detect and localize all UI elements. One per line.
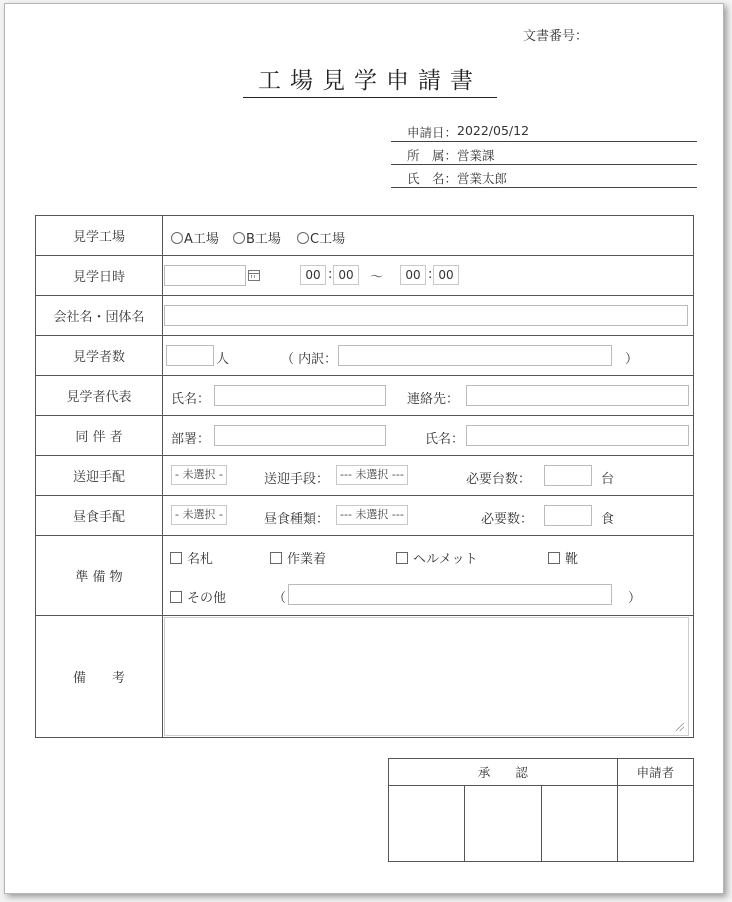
representative-contact-input[interactable] [466, 385, 689, 406]
row-companion [36, 416, 694, 456]
representative-name-label: 氏名： [171, 392, 211, 407]
start-hour-input[interactable]: 00 [300, 265, 326, 285]
company-label: 会社名・団体名 [36, 296, 163, 336]
approval-table [388, 758, 694, 862]
checkbox-icon [170, 552, 182, 564]
name-label: 氏 名： [407, 171, 458, 186]
row-company [36, 296, 694, 336]
companion-name-input[interactable] [466, 425, 689, 446]
department-label: 所 属： [407, 148, 458, 163]
applicant-header: 申請者 [617, 759, 693, 786]
transport-count-input[interactable] [544, 465, 592, 486]
start-minute-input[interactable]: 00 [333, 265, 359, 285]
applicant-stamp-cell [617, 786, 693, 862]
approval-stamp-cell-1 [389, 786, 465, 862]
start-time-separator: : [328, 267, 333, 282]
calendar-icon[interactable] [248, 270, 260, 281]
checkbox-other[interactable]: その他 [170, 587, 226, 606]
companion-name-label: 氏名： [425, 432, 465, 447]
end-minute-input[interactable]: 00 [433, 265, 459, 285]
date-input[interactable] [164, 265, 246, 286]
lunch-count-label: 必要数： [481, 512, 534, 527]
lunch-label: 昼食手配 [36, 496, 163, 536]
transport-select[interactable]: - 未選択 - [171, 465, 227, 485]
checkbox-helmet[interactable]: ヘルメット [396, 548, 478, 567]
remarks-textarea[interactable] [164, 617, 689, 736]
application-date-value: 2022/05/12 [457, 123, 530, 138]
remarks-label: 備 考 [36, 616, 163, 738]
tilde-separator: ～ [370, 270, 384, 285]
row-items [36, 536, 694, 616]
lunch-unit: 食 [601, 512, 615, 527]
department-value: 営業課 [457, 148, 495, 163]
factory-label: 見学工場 [36, 216, 163, 256]
transport-unit: 台 [601, 472, 615, 487]
checkbox-work-clothes[interactable]: 作業着 [270, 548, 326, 567]
companion-dept-label: 部署： [171, 432, 211, 447]
representative-name-input[interactable] [214, 385, 386, 406]
breakdown-label: （ 内訳： [281, 352, 338, 367]
approve-header: 承 認 [389, 759, 618, 786]
approval-stamp-cell-2 [465, 786, 541, 862]
checkbox-icon [270, 552, 282, 564]
application-form-table [35, 215, 694, 738]
items-label: 準 備 物 [36, 536, 163, 616]
end-time-separator: : [428, 267, 433, 282]
row-lunch [36, 496, 694, 536]
row-representative [36, 376, 694, 416]
application-date-label: 申請日： [407, 125, 458, 140]
transport-means-label: 送迎手段： [264, 472, 330, 487]
transport-label: 送迎手配 [36, 456, 163, 496]
lunch-select[interactable]: - 未選択 - [171, 505, 227, 525]
companion-label: 同 伴 者 [36, 416, 163, 456]
radio-icon [171, 232, 183, 244]
checkbox-icon [396, 552, 408, 564]
transport-means-select[interactable]: --- 未選択 --- [336, 465, 408, 485]
row-transport [36, 456, 694, 496]
radio-icon [297, 232, 309, 244]
other-open-paren: （ [273, 591, 287, 606]
lunch-type-select[interactable]: --- 未選択 --- [336, 505, 408, 525]
meta-application-date [391, 121, 697, 142]
lunch-type-label: 昼食種類： [264, 512, 330, 527]
checkbox-icon [170, 591, 182, 603]
row-datetime [36, 256, 694, 296]
representative-label: 見学者代表 [36, 376, 163, 416]
name-value: 営業太郎 [457, 171, 508, 186]
breakdown-close-paren: ） [625, 352, 639, 367]
representative-contact-label: 連絡先： [407, 392, 460, 407]
approval-stamp-cell-3 [541, 786, 617, 862]
row-visitors [36, 336, 694, 376]
radio-icon [233, 232, 245, 244]
other-close-paren: ） [628, 591, 642, 606]
visitor-count-input[interactable] [166, 345, 214, 366]
visitors-unit: 人 [216, 352, 230, 367]
row-remarks [36, 616, 694, 738]
companion-dept-input[interactable] [214, 425, 386, 446]
checkbox-name-tag[interactable]: 名札 [170, 548, 213, 567]
form-paper [4, 3, 724, 894]
checkbox-shoes[interactable]: 靴 [548, 548, 578, 567]
radio-option-a[interactable]: A工場 [171, 228, 219, 247]
meta-department [391, 144, 697, 165]
lunch-count-input[interactable] [544, 505, 592, 526]
transport-count-label: 必要台数： [466, 472, 532, 487]
page-title: 工場見学申請書 [243, 62, 497, 98]
radio-option-c[interactable]: C工場 [297, 228, 345, 247]
radio-option-b[interactable]: B工場 [233, 228, 281, 247]
datetime-label: 見学日時 [36, 256, 163, 296]
breakdown-input[interactable] [338, 345, 612, 366]
meta-name [391, 167, 697, 188]
visitors-label: 見学者数 [36, 336, 163, 376]
row-factory [36, 216, 694, 256]
company-input[interactable] [164, 305, 688, 326]
document-number-label: 文書番号： [523, 29, 589, 44]
other-items-input[interactable] [288, 584, 612, 605]
resize-handle-icon[interactable] [676, 723, 684, 731]
checkbox-icon [548, 552, 560, 564]
end-hour-input[interactable]: 00 [400, 265, 426, 285]
